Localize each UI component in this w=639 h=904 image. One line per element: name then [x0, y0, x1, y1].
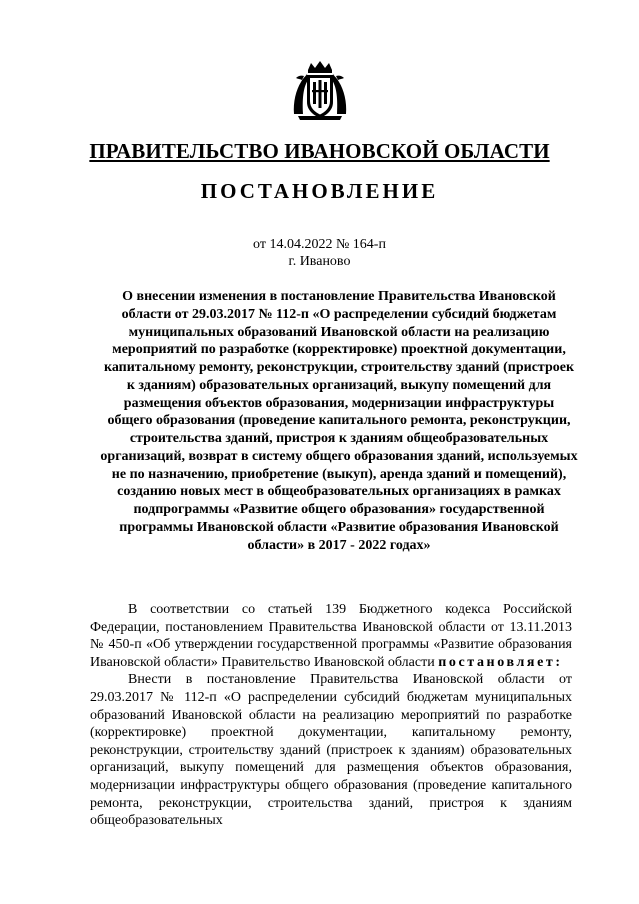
preamble-text: В соответствии со статьей 139 Бюджетного кодекса Российской Федерации, постановлением Правительства Ивановской области от 13.11.2013 № 450-п «Об утверждении государственной программы «Развитие образования Ивановской области» Правительство Ивановской области	[90, 602, 572, 670]
paragraph-amendment: Внести в постановление Правительства Ивановской области от 29.03.2017 № 112-п «О распределении субсидий бюджетам муниципальных образований Ивановской области на реализацию мероприятий по разработке (корректировке) проектной документации, капитальному ремонту, реконструкции, строительству зданий (пристроек к зданиям) образовательных организаций, выкупу помещений для размещения объектов образования, модернизации инфраструктуры общего образования (проведение капитального ремонта, реконструкции, строительства зданий, пристроя к зданиям общеобразовательных	[90, 672, 572, 829]
city: г. Иваново	[288, 254, 351, 269]
paragraph-preamble	[90, 601, 572, 671]
authority-title: ПРАВИТЕЛЬСТВО ИВАНОВСКОЙ ОБЛАСТИ	[89, 139, 550, 163]
document-type: ПОСТАНОВЛЕНИЕ	[200, 179, 439, 203]
decree-word: постановляет:	[438, 654, 563, 670]
document-subject: О внесении изменения в постановление Правительства Ивановской области от 29.03.2017 № 112-п «О распределении субсидий бюджетам муниципальных образований Ивановской области на реализацию мероприятий по разработке (корректировке) проектной документации, капитальному ремонту, реконструкции, строительству зданий (пристроек к зданиям) образовательных организаций, выкупу помещений для размещения объектов образования, модернизации инфраструктуры общего образования (проведение капитального ремонта, реконструкции, строительства зданий, пристроя к зданиям общеобразовательных организаций, возврат в систему общего образования зданий, используемых не по назначению, приобретение (выкуп), аренда зданий и помещений), созданию новых мест в общеобразовательных организациях в рамках подпрограммы «Развитие общего образования» государственной программы Ивановской области «Развитие образования Ивановской области» в 2017 - 2022 годах»	[100, 289, 578, 553]
document-body	[90, 601, 572, 830]
date-number: от 14.04.2022 № 164-п	[253, 237, 386, 252]
document-meta	[0, 236, 639, 270]
ivanovo-coat-of-arms-icon	[292, 60, 348, 122]
